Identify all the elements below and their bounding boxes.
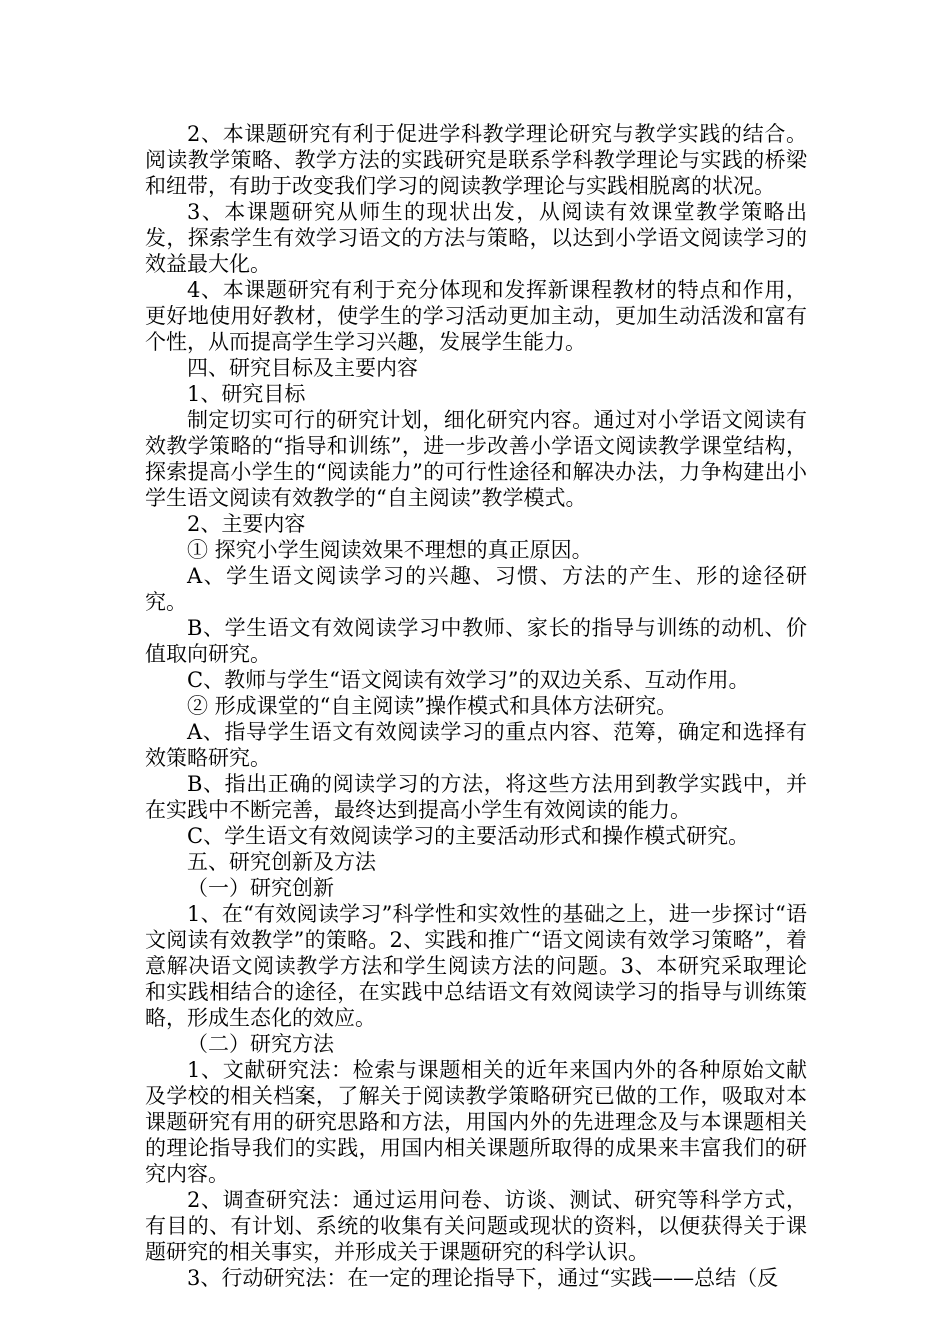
- list-item: A、指导学生语文有效阅读学习的重点内容、范筹，确定和选择有效策略研究。: [145, 720, 807, 770]
- paragraph: 3、行动研究法：在一定的理论指导下，通过“实践——总结（反: [187, 1266, 779, 1290]
- subsection-heading: （一）研究创新: [187, 876, 334, 900]
- paragraph: 4、本课题研究有利于充分体现和发挥新课程教材的特点和作用，更好地使用好教材，使学生的学习活动更加主动，更加生动活泼和富有个性，从而提高学生学习兴趣，发展学生能力。: [145, 278, 807, 354]
- list-item: B、指出正确的阅读学习的方法，将这些方法用到教学实践中，并在实践中不断完善，最终达到提高小学生有效阅读的能力。: [145, 772, 807, 822]
- paragraph: 制定切实可行的研究计划，细化研究内容。通过对小学语文阅读有效教学策略的“指导和训练”，进一步改善小学语文阅读教学课堂结构，探索提高小学生的“阅读能力”的可行性途径和解决办法，力争构建出小学生语文阅读有效教学的“自主阅读”教学模式。: [145, 408, 807, 510]
- section-heading: 四、研究目标及主要内容: [187, 356, 418, 380]
- paragraph: 1、在“有效阅读学习”科学性和实效性的基础之上，进一步探讨“语文阅读有效教学”的策略。2、实践和推广“语文阅读有效学习策略”，着意解决语文阅读教学方法和学生阅读方法的问题。3、本研究采取理论和实践相结合的途径，在实践中总结语文有效阅读学习的指导与训练策略，形成生态化的效应。: [145, 902, 807, 1030]
- section-heading: 五、研究创新及方法: [187, 850, 376, 874]
- paragraph: 3、本课题研究从师生的现状出发，从阅读有效课堂教学策略出发，探索学生有效学习语文的方法与策略，以达到小学语文阅读学习的效益最大化。: [145, 200, 807, 276]
- subsection-heading: （二）研究方法: [187, 1032, 334, 1056]
- subsection-heading: 1、研究目标: [187, 382, 306, 406]
- list-item: A、学生语文阅读学习的兴趣、习惯、方法的产生、形的途径研究。: [145, 564, 807, 614]
- paragraph: 2、本课题研究有利于促进学科教学理论研究与教学实践的结合。阅读教学策略、教学方法的实践研究是联系学科教学理论与实践的桥梁和纽带，有助于改变我们学习的阅读教学理论与实践相脱离的状况。: [145, 122, 807, 198]
- list-item: ② 形成课堂的“自主阅读”操作模式和具体方法研究。: [187, 694, 678, 718]
- list-item: ① 探究小学生阅读效果不理想的真正原因。: [187, 538, 593, 562]
- paragraph: 1、文献研究法：检索与课题相关的近年来国内外的各种原始文献及学校的相关档案，了解关于阅读教学策略研究已做的工作，吸取对本课题研究有用的研究思路和方法，用国内外的先进理念及与本课题相关的理论指导我们的实践，用国内相关课题所取得的成果来丰富我们的研究内容。: [145, 1058, 807, 1186]
- subsection-heading: 2、主要内容: [187, 512, 306, 536]
- list-item: C、教师与学生“语文阅读有效学习”的双边关系、互动作用。: [187, 668, 750, 692]
- list-item: C、学生语文有效阅读学习的主要活动形式和操作模式研究。: [187, 824, 750, 848]
- paragraph: 2、调查研究法：通过运用问卷、访谈、测试、研究等科学方式，有目的、有计划、系统的收集有关问题或现状的资料，以便获得关于课题研究的相关事实，并形成关于课题研究的科学认识。: [145, 1188, 807, 1264]
- list-item: B、学生语文有效阅读学习中教师、家长的指导与训练的动机、价值取向研究。: [145, 616, 807, 666]
- document-page: [145, 121, 807, 1291]
